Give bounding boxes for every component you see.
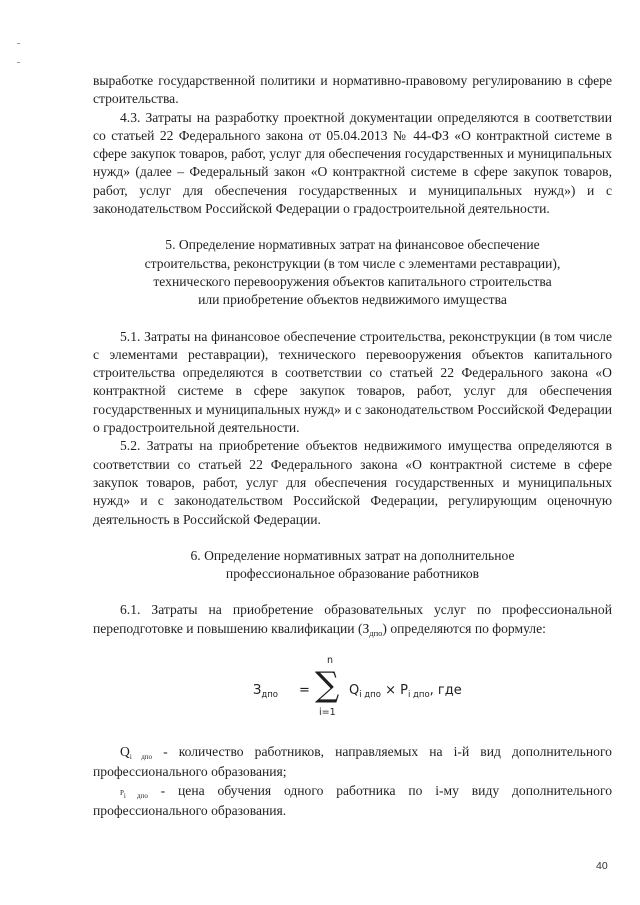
definition-q-symbol: Q xyxy=(120,744,130,760)
formula-lhs xyxy=(253,683,278,701)
cost-formula xyxy=(93,657,612,727)
definition-p-symbol: P xyxy=(120,788,124,797)
formula-times: × xyxy=(385,683,396,699)
formula-tail: , где xyxy=(429,683,462,699)
formula-lhs-subscript: дпо xyxy=(261,690,278,701)
page-number: 40 xyxy=(596,860,608,872)
formula-rhs xyxy=(349,683,462,701)
formula-sum-lower: i=1 xyxy=(319,707,336,719)
paragraph-6-1 xyxy=(93,601,612,639)
scan-mark xyxy=(17,43,20,44)
section-5-heading-line: или приобретение объектов недвижимого имущества xyxy=(198,292,507,308)
formula-lhs-symbol: З xyxy=(253,683,262,699)
section-5-heading-line: технического перевооружения объектов капитального строительства xyxy=(153,273,552,289)
paragraph-6-1-subscript: дпо xyxy=(369,627,383,638)
formula-p: P xyxy=(400,683,408,699)
paragraph-6-1-text-end: ) определяются по формуле: xyxy=(382,620,546,636)
definition-p-text: - цена обучения одного работника по i-му виду дополнительного профессионального образования. xyxy=(93,782,612,818)
paragraph-4-3: 4.3. Затраты на разработку проектной документации определяются в соответствии со статьей 22 Федерального закона от 05.04.2013 № 44-ФЗ «О контрактной системе в сфере закупок товаров, работ, услуг для обеспечения государственных и муниципальных нужд» (далее – Федеральный закон «О контрактной системе в сфере закупок товаров, работ, услуг для обеспечения государственных и муниципальных нужд») и с законодательством Российской Федерации о градостроительной деятельности. xyxy=(93,109,612,217)
section-6-heading-line: 6. Определение нормативных затрат на дополнительное xyxy=(190,547,515,563)
formula-p-subscript: i дпо xyxy=(407,690,430,701)
definition-q-subscript: i дпо xyxy=(129,753,153,762)
scan-mark xyxy=(17,62,20,63)
paragraph-5-2: 5.2. Затраты на приобретение объектов недвижимого имущества определяются в соответствии со статьей 22 Федерального закона «О контрактной системе в сфере закупок товаров, работ, услуг для обеспечения государственных и муниципальных нужд» и с законодательством Российской Федерации, регулирующим оценочную деятельность в Российской Федерации. xyxy=(93,438,612,527)
section-5-heading-line: 5. Определение нормативных затрат на финансовое обеспечение xyxy=(165,237,540,253)
definition-p-subscript: i дпо xyxy=(123,791,148,800)
document-body xyxy=(93,72,612,820)
formula-q: Q xyxy=(349,683,360,699)
definition-q-text: - количество работников, направляемых на i-й вид дополнительного профессионального образования; xyxy=(93,744,612,780)
section-6-heading-line: профессиональное образование работников xyxy=(225,566,480,582)
definition-p xyxy=(93,782,612,821)
paragraph-6-1-text: 6.1. Затраты на приобретение образовательных услуг по профессиональной переподготовке и повышению квалификации (З xyxy=(93,602,612,636)
summation-icon: ∑ xyxy=(315,665,340,706)
formula-q-subscript: i дпо xyxy=(359,690,381,701)
continuation-paragraph: выработке государственной политики и нормативно-правовому регулированию в сфере строительства. xyxy=(93,73,612,107)
definition-q xyxy=(93,743,612,782)
section-6-heading xyxy=(93,547,612,584)
formula-equals: = xyxy=(299,683,310,699)
paragraph-5-1: 5.1. Затраты на финансовое обеспечение строительства, реконструкции (в том числе с элементами реставрации), технического перевооружения объектов капитального строительства определяются в соответствии со статьей 22 Федерального закона «О контрактной системе в сфере закупок товаров, работ, услуг для обеспечения государственных и муниципальных нужд» и с законодательством Российской Федерации о градостроительной деятельности. xyxy=(93,328,612,436)
formula-sum-upper: n xyxy=(327,655,334,667)
section-5-heading xyxy=(93,236,612,309)
section-5-heading-line: строительства, реконструкции (в том числе с элементами реставрации), xyxy=(144,255,561,271)
